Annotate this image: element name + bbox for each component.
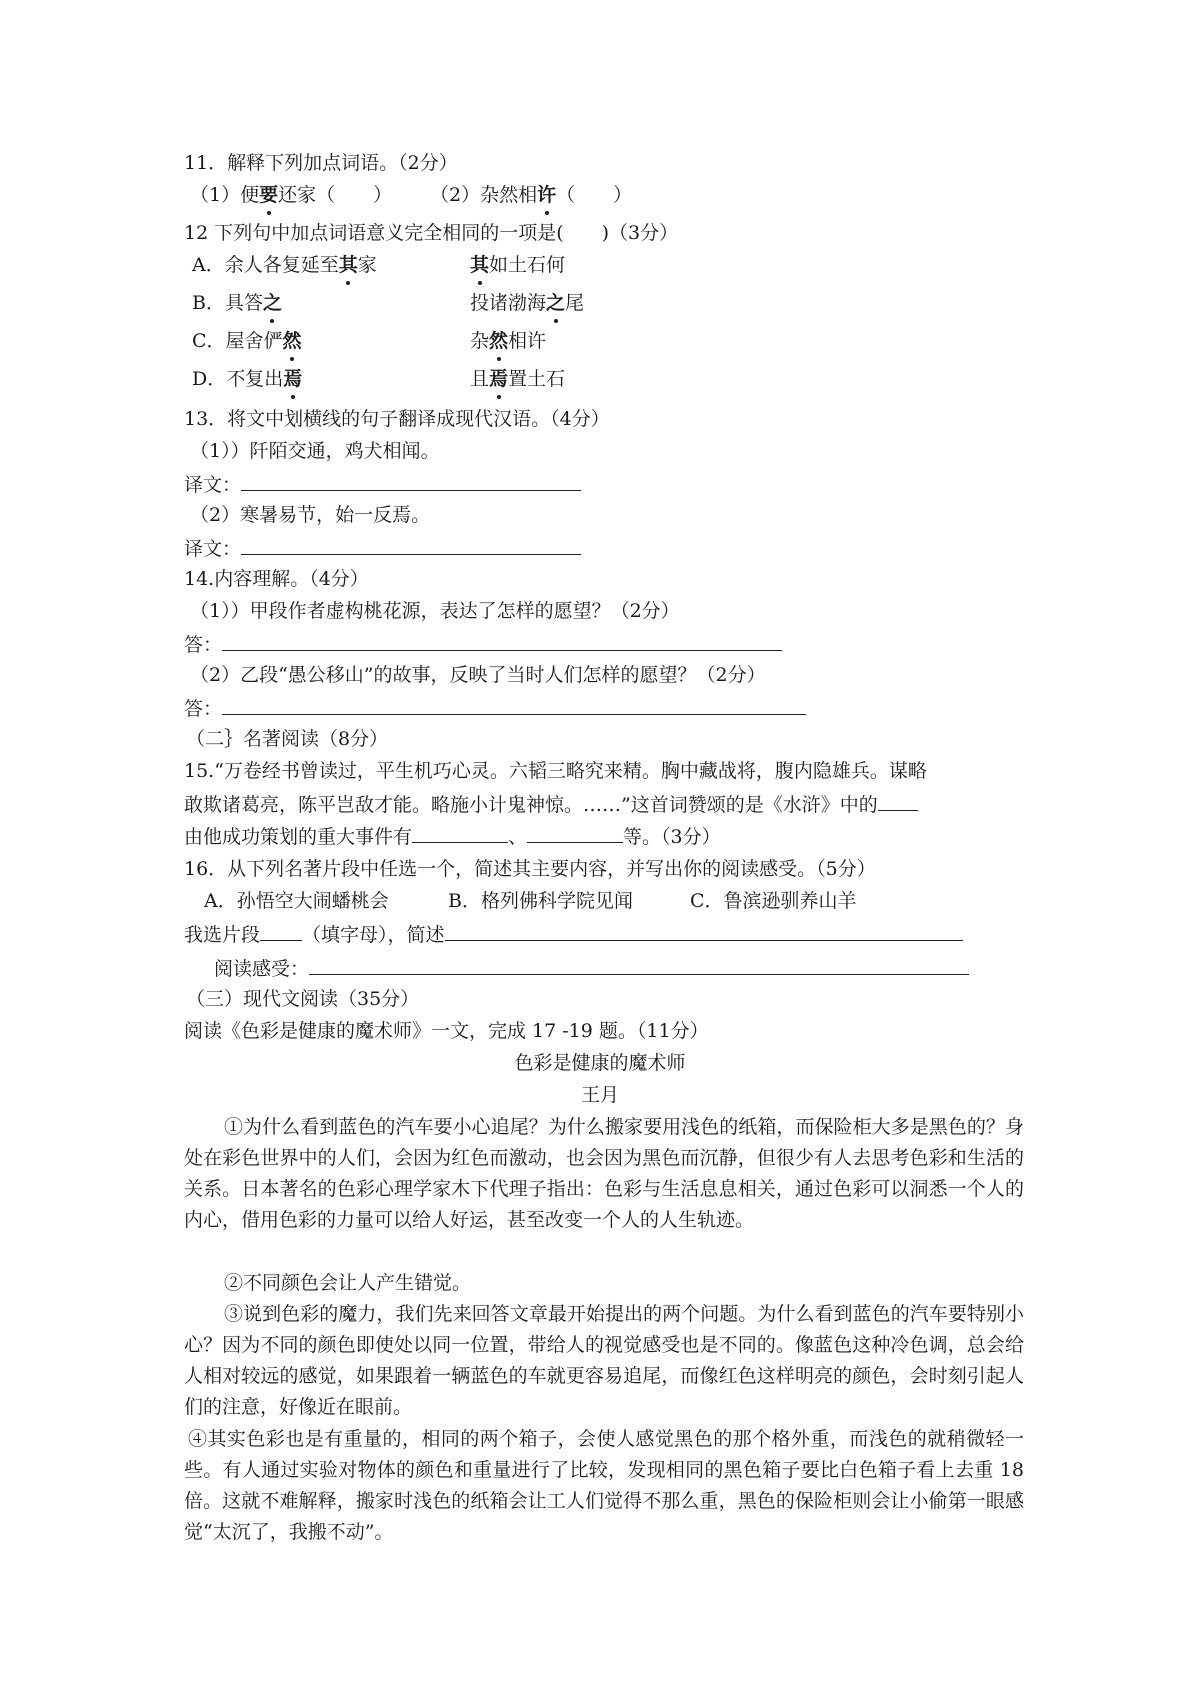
emphasis-dot-word: 焉 bbox=[283, 368, 303, 390]
emphasis-dot-word: 焉 bbox=[489, 368, 509, 390]
q11-item-1: （1）便要还家（ ） bbox=[190, 184, 393, 206]
q14-sub-1: （1））甲段作者虚构桃花源，表达了怎样的愿望？（2分） bbox=[190, 600, 680, 622]
q13-answer-1[interactable]: 译文： bbox=[184, 470, 581, 498]
q15-line-2[interactable]: 敢欺诸葛亮，陈平岂敌才能。略施小计鬼神惊。……”这首词赞颂的是《水浒》中的 bbox=[184, 790, 918, 818]
answer-blank bbox=[412, 822, 508, 843]
q13-answer-2[interactable]: 译文： bbox=[184, 534, 581, 562]
q15-line-3[interactable]: 由他成功策划的重大事件有 、 等。（3分） bbox=[184, 822, 721, 850]
q16-option-c: C．鲁滨逊驯养山羊 bbox=[690, 890, 857, 912]
q13-title: 13．将文中划横线的句子翻译成现代汉语。（4分） bbox=[184, 408, 610, 430]
emphasis-dot-word: 其 bbox=[470, 254, 490, 276]
answer-blank bbox=[309, 954, 969, 975]
q12-option-c-left: C．屋舍俨然 bbox=[192, 330, 302, 352]
q16-title: 16．从下列名著片段中任选一个，简述其主要内容，并写出你的阅读感受。（5分） bbox=[184, 858, 876, 880]
q16-option-a: A．孙悟空大闹蟠桃会 bbox=[204, 890, 389, 912]
answer-blank bbox=[241, 470, 581, 491]
answer-blank bbox=[445, 920, 963, 941]
q12-option-a-left: A．余人各复延至其家 bbox=[192, 254, 377, 276]
q13-sentence-2: （2）寒暑易节，始一反焉。 bbox=[190, 504, 431, 526]
q14-sub-2: （2）乙段“愚公移山”的故事，反映了当时人们怎样的愿望？（2分） bbox=[190, 664, 766, 686]
q14-title: 14.内容理解。（4分） bbox=[184, 568, 369, 590]
article-paragraph-2: ②不同颜色会让人产生错觉。 bbox=[224, 1272, 472, 1294]
reading-intro: 阅读《色彩是健康的魔术师》一文，完成 17 -19 题。（11分） bbox=[184, 1020, 709, 1042]
q12-option-b-left: B．具答之 bbox=[192, 292, 282, 314]
section-2-heading: （二｝名著阅读（8分） bbox=[186, 728, 389, 750]
q12-option-b-right: 投诸渤海之尾 bbox=[470, 292, 585, 314]
q11-item-2: （2）杂然相许（ ） bbox=[430, 184, 633, 206]
q11-title: 11．解释下列加点词语。（2分） bbox=[184, 152, 458, 174]
answer-blank bbox=[241, 534, 581, 555]
emphasis-dot-word: 其 bbox=[338, 254, 358, 276]
q15-line-1: 15.“万卷经书曾读过，平生机巧心灵。六韬三略究来精。胸中藏战将，腹内隐雄兵。谋略 bbox=[184, 760, 927, 782]
q12-option-d-right: 且焉置土石 bbox=[470, 368, 566, 390]
emphasis-dot-word: 之 bbox=[262, 292, 282, 314]
q16-choose-line[interactable]: 我选片段 （填字母），简述 bbox=[184, 920, 963, 948]
answer-blank bbox=[527, 822, 623, 843]
emphasis-dot-word: 然 bbox=[282, 330, 302, 352]
q16-feel-line[interactable]: 阅读感受： bbox=[214, 954, 969, 982]
q12-option-d-left: D．不复出焉 bbox=[192, 368, 303, 390]
q12-option-a-right: 其如土石何 bbox=[470, 254, 566, 276]
answer-blank bbox=[260, 920, 302, 941]
emphasis-dot-word: 然 bbox=[489, 330, 509, 352]
emphasis-dot-word: 要 bbox=[259, 184, 279, 206]
article-paragraph-1: ①为什么看到蓝色的汽车要小心追尾？为什么搬家要用浅色的纸箱，而保险柜大多是黑色的？身处在彩色世界中的人们，会因为红色而激动，也会因为黑色而沉静，但很少有人去思考色彩和生活的关系。日本著名的色彩心理学家木下代理子指出：色彩与生活息息相关，通过色彩可以洞悉一个人的内心，借用色彩的力量可以给人好运，甚至改变一个人的人生轨迹。 bbox=[184, 1116, 1024, 1231]
q12-title: 12 下列句中加点词语意义完全相同的一项是( )（3分） bbox=[184, 222, 679, 244]
answer-blank bbox=[222, 694, 806, 715]
article-author: 王月 bbox=[580, 1084, 619, 1106]
article-title: 色彩是健康的魔术师 bbox=[514, 1052, 686, 1074]
q13-sentence-1: （1））阡陌交通，鸡犬相闻。 bbox=[190, 440, 440, 462]
q14-answer-1[interactable]: 答： bbox=[184, 630, 782, 658]
emphasis-dot-word: 之 bbox=[546, 292, 566, 314]
section-3-heading: （三）现代文阅读（35分） bbox=[186, 988, 420, 1010]
q16-option-b: B．格列佛科学院见闻 bbox=[448, 890, 633, 912]
answer-blank bbox=[878, 790, 918, 811]
q14-answer-2[interactable]: 答： bbox=[184, 694, 806, 722]
article-paragraph-4: ④其实色彩也是有重量的，相同的两个箱子，会使人感觉黑色的那个格外重，而浅色的就稍微轻一些。有人通过实验对物体的颜色和重量进行了比较，发现相同的黑色箱子要比白色箱子看上去重 18 倍。这就不难解释，搬家时浅色的纸箱会让工人们觉得不那么重，黑色的保险柜则会让小偷第一眼感觉“太沉了，我搬不动”。 bbox=[184, 1428, 1024, 1543]
answer-blank bbox=[222, 630, 782, 651]
emphasis-dot-word: 许 bbox=[537, 184, 557, 206]
q12-option-c-right: 杂然相许 bbox=[470, 330, 547, 352]
article-paragraph-3: ③说到色彩的魔力，我们先来回答文章最开始提出的两个问题。为什么看到蓝色的汽车要特别小心？因为不同的颜色即使处以同一位置，带给人的视觉感受也是不同的。像蓝色这种冷色调，总会给人相对较远的感觉，如果跟着一辆蓝色的车就更容易追尾，而像红色这样明亮的颜色，会时刻引起人们的注意，好像近在眼前。 bbox=[184, 1303, 1024, 1418]
